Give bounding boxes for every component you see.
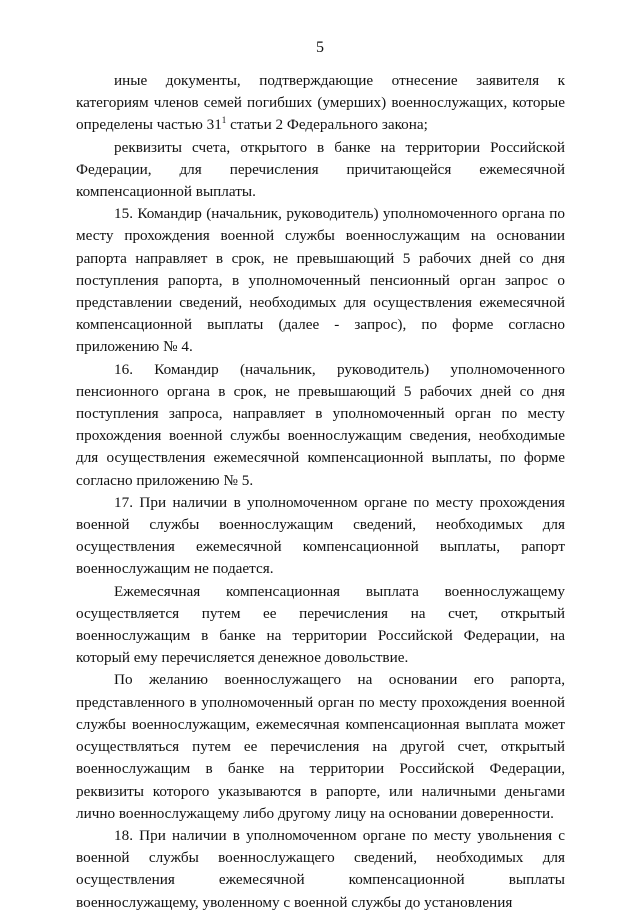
- paragraph-text: иные документы, подтверждающие отнесение заявителя к категориям членов семей погибших (умерших) военнослужащих, которые определены частью 31: [76, 72, 565, 134]
- paragraph-clause-16: 16. Командир (начальник, руководитель) уполномоченного пенсионного органа в срок, не превышающий 5 рабочих дней со дня поступления запроса, направляет в уполномоченный орган по месту прохождения военной службы военнослужащим сведения, необходимые для осуществления ежемесячной компенсационной выплаты, по форме согласно приложению № 5.: [76, 360, 565, 489]
- page-number: 5: [316, 39, 324, 56]
- paragraph-clause-18: 18. При наличии в уполномоченном органе по месту увольнения с военной службы военнослужащего сведений, необходимых для осуществления ежемесячной компенсационной выплаты военнослужащему, уволенному с военной службы до установления: [76, 826, 565, 911]
- paragraph-clause-17: 17. При наличии в уполномоченном органе по месту прохождения военной службы военнослужащим сведений, необходимых для осуществления ежемесячной компенсационной выплаты, рапорт военнослужащим не подается.: [76, 493, 565, 578]
- document-body: [76, 70, 565, 914]
- paragraph-payment-method: Ежемесячная компенсационная выплата военнослужащему осуществляется путем ее перечисления на счет, открытый военнослужащим в банке на территории Российской Федерации, на который ему перечисляется денежное довольствие.: [76, 582, 565, 667]
- paragraph-clause-15: 15. Командир (начальник, руководитель) уполномоченного органа по месту прохождения военной службы военнослужащим на основании рапорта направляет в срок, не превышающий 5 рабочих дней со дня поступления рапорта, в уполномоченный пенсионный орган запрос о представлении сведений, необходимых для осуществления ежемесячной компенсационной выплаты (далее - запрос), по форме согласно приложению № 4.: [76, 205, 565, 356]
- paragraph-text: статьи 2 Федерального закона;: [226, 116, 428, 134]
- paragraph-alternative-payment: По желанию военнослужащего на основании его рапорта, представленного в уполномоченный орган по месту прохождения военной службы военнослужащим, ежемесячная компенсационная выплата может осуществляться путем ее перечисления на другой счет, открытый военнослужащим в банке на территории Российской Федерации, реквизиты которого указываются в рапорте, или наличными деньгами лично военнослужащему либо другому лицу на основании доверенности.: [76, 671, 565, 822]
- paragraph-other-documents: [76, 70, 565, 137]
- superscript: 1: [221, 115, 227, 126]
- paragraph-account-details: реквизиты счета, открытого в банке на территории Российской Федерации, для перечисления причитающейся ежемесячной компенсационной выплаты.: [76, 138, 565, 201]
